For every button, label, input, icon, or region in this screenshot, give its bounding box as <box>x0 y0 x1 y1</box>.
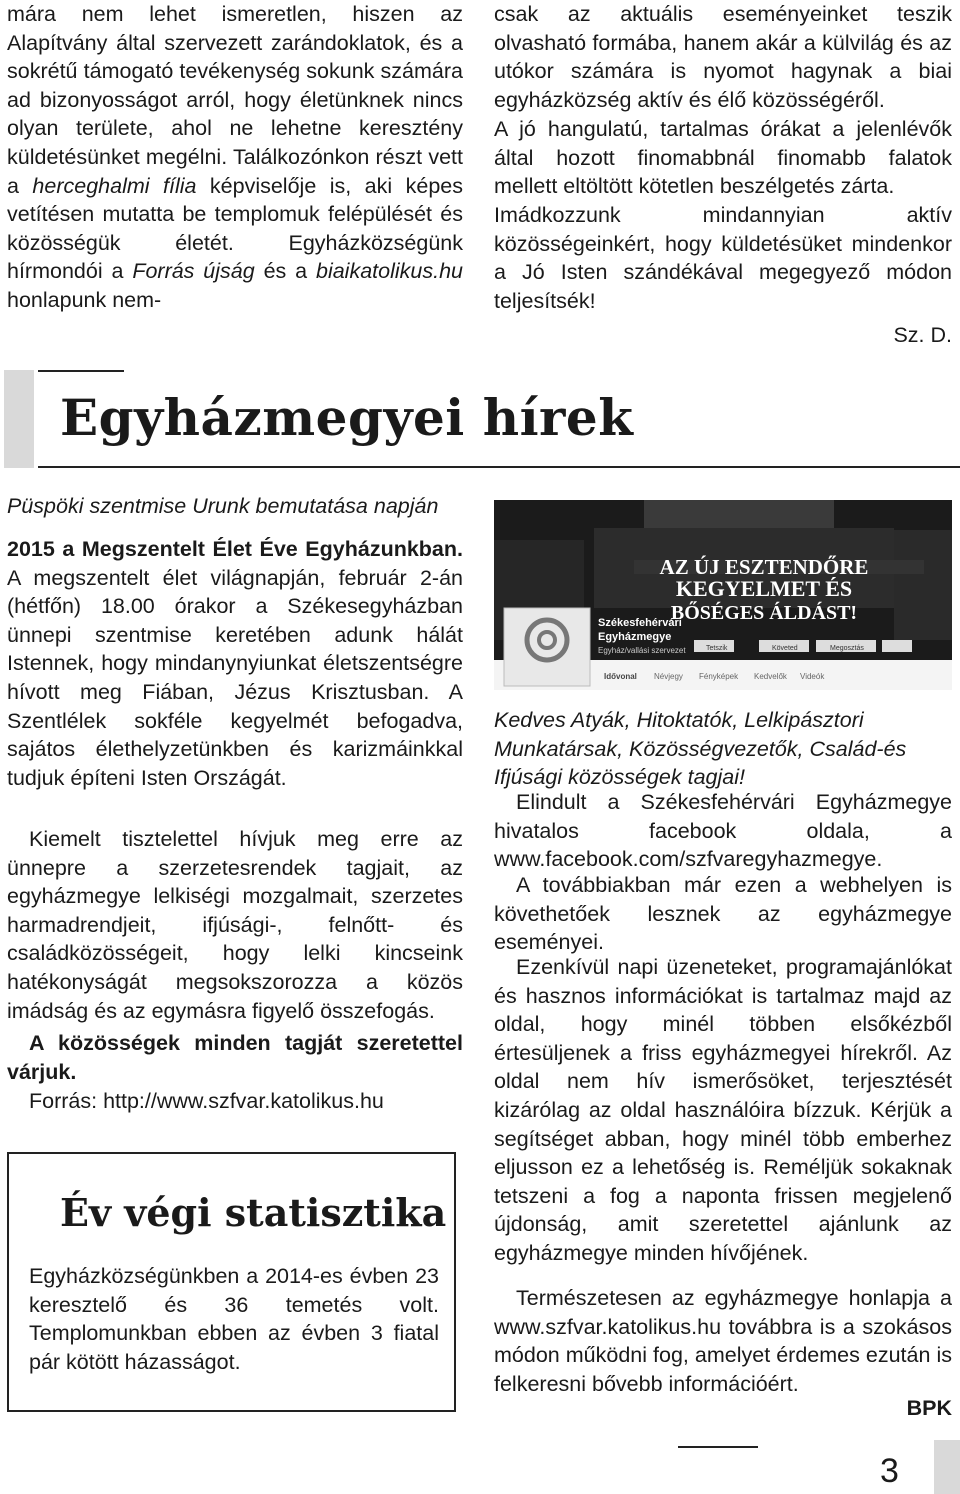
article2-intro: Kedves Atyák, Hitoktatók, Lelkipásztori Munkatársak, Közösségvezetők, Család-és Ifjúsági közösségek tagjai! <box>494 708 907 790</box>
tab-about: Névjegy <box>654 672 683 681</box>
cathedral-banner-image <box>494 500 952 690</box>
article2-signature: BPK <box>906 1396 952 1420</box>
like-button: Tetszik <box>706 645 728 652</box>
tab-videos: Videók <box>800 672 825 681</box>
page-name-2: Egyházmegye <box>598 631 672 643</box>
statistics-title: Év végi statisztika <box>60 1190 447 1235</box>
section-divider <box>38 466 960 468</box>
page-category: Egyház/vallási szervezet <box>598 646 686 655</box>
article1-closing: A közösségek minden tagját szeretettel várjuk. <box>7 1031 463 1084</box>
article1-paragraph-2: Kiemelt tisztelettel hívjuk meg erre az ünnepre a szerzetesrendek tagjait, az egyházmegye lelkiségi mozgalmait, szerzetes harmadrendjeit, ifjúsági-, felnőtt- és családközösségeit, hogy lelki kincseink hatékonyságát megsokszorozza a közös imádság és az egymásra figyelő összefogás. <box>7 827 463 1023</box>
tab-photos: Fényképek <box>699 672 739 681</box>
banner-line-1: AZ ÚJ ESZTENDŐRE <box>659 555 869 579</box>
col2-top-signature: Sz. D. <box>893 323 952 347</box>
article1-heading: Püspöki szentmise Urunk bemutatása napján <box>7 494 439 518</box>
article2-paragraph-1: Elindult a Székesfehérvári Egyházmegye hivatalos facebook oldala, a www.facebook.com/szfvaregyhazmegye. <box>494 790 952 872</box>
col1-top-paragraph: mára nem lehet ismeretlen, hiszen az Alapítvány által szervezett zarándoklatok, és a sokrétű támogató tevékenység sokunk számára ad bizonyosságot arról, hogy életünknek nincs olyan területe, ahol ne lehetne keresztény küldetésünket megélni. Találkozónkon részt vett a herceghalmi fília képviselője is, aki képes vetítésen mutatta be templomuk felépülését és közösségük életét. Egyházközségünk hírmondói a Forrás újság és a biaikatolikus.hu honlapunk nem- <box>7 2 463 312</box>
statistics-text: Egyházközségünkben a 2014-es évben 23 keresztelő és 36 temetés volt. Templomunkban ebben az évben 3 fiatal pár kötött házasságot. <box>29 1264 439 1374</box>
article2-paragraph-4: Természetesen az egyházmegye honlapja a www.szfvar.katolikus.hu továbbra is a szokásos módon működni fog, amelyet érdemes ezután is felkeresni bővebb információért. <box>494 1286 952 1396</box>
follow-button: Követed <box>772 645 798 652</box>
section-title-rule <box>38 370 124 372</box>
share-button: Megosztás <box>830 645 864 652</box>
article1-paragraph-1: 2015 a Megszentelt Élet Éve Egyházunkban. A megszentelt élet világnapján, február 2-án (hétfőn) 18.00 órakor a Székesegyházban ünnepi szentmise keretében adunk hálát Istennek, hogy mindanynyiunkat életszentségre hívott meg Fiában, Jézus Krisztusban. A Szentlélek sokféle kegyelmét befogadva, sajátos élethelyzetünkben és karizmáinkkal tudjuk építeni Isten Országát. <box>7 537 463 790</box>
banner-line-3: BŐSÉGES ÁLDÁST! <box>670 602 858 624</box>
col2-top-paragraph-3: Imádkozzunk mindannyian aktív közösségeinkért, hogy küldetésüket mindenkor a Jó Isten szándékával megegyező módon teljesítsék! <box>494 203 952 313</box>
page-name-1: Székesfehérvári <box>598 617 682 629</box>
page-number: 3 <box>880 1452 899 1490</box>
tab-timeline: Idővonal <box>604 672 637 681</box>
tab-likes: Kedvelők <box>754 672 787 681</box>
article1-source: Forrás: http://www.szfvar.katolikus.hu <box>29 1089 384 1113</box>
section-title: Egyházmegyei hírek <box>60 388 634 447</box>
page-number-bar <box>934 1440 960 1494</box>
col2-top-paragraph-1: csak az aktuális eseményeinket teszik olvasható formába, hanem akár a külvilág és az utókor számára is nyomot hagynak a biai egyházközség aktív és élő közösségéről. <box>494 2 952 112</box>
section-title-bar <box>4 370 34 468</box>
article2-paragraph-2: A továbbiakban már ezen a webhelyen is követhetőek lesznek az egyházmegye eseményei. <box>494 873 952 955</box>
footer-rule <box>678 1446 758 1448</box>
banner-line-2: KEGYELMET ÉS <box>675 576 853 601</box>
facebook-page-photo <box>494 500 952 690</box>
col2-top-paragraph-2: A jó hangulatú, tartalmas órákat a jelenlévők által hozott finomabbnál finomabb falatok mellett eltöltött kötetlen beszélgetés zárta. <box>494 117 952 199</box>
article2-paragraph-3: Ezenkívül napi üzeneteket, programajánlókat és hasznos információkat is tartalmaz majd az oldal, hogy minél többen elsőkézből értesüljenek a friss egyházmegyei hírekről. Az oldal nem hív ismerősöket, terjesztését kizárólag az oldal használóira bízzuk. Kérjük a segítséget abban, hogy minél több emberhez eljusson ez a lehetőség is. Reméljük sokaknak tetszeni a fog a naponta frissen megjelenő újdonság, amit szeretettel ajánlunk az egyházmegye minden hívőjének. <box>494 955 952 1265</box>
